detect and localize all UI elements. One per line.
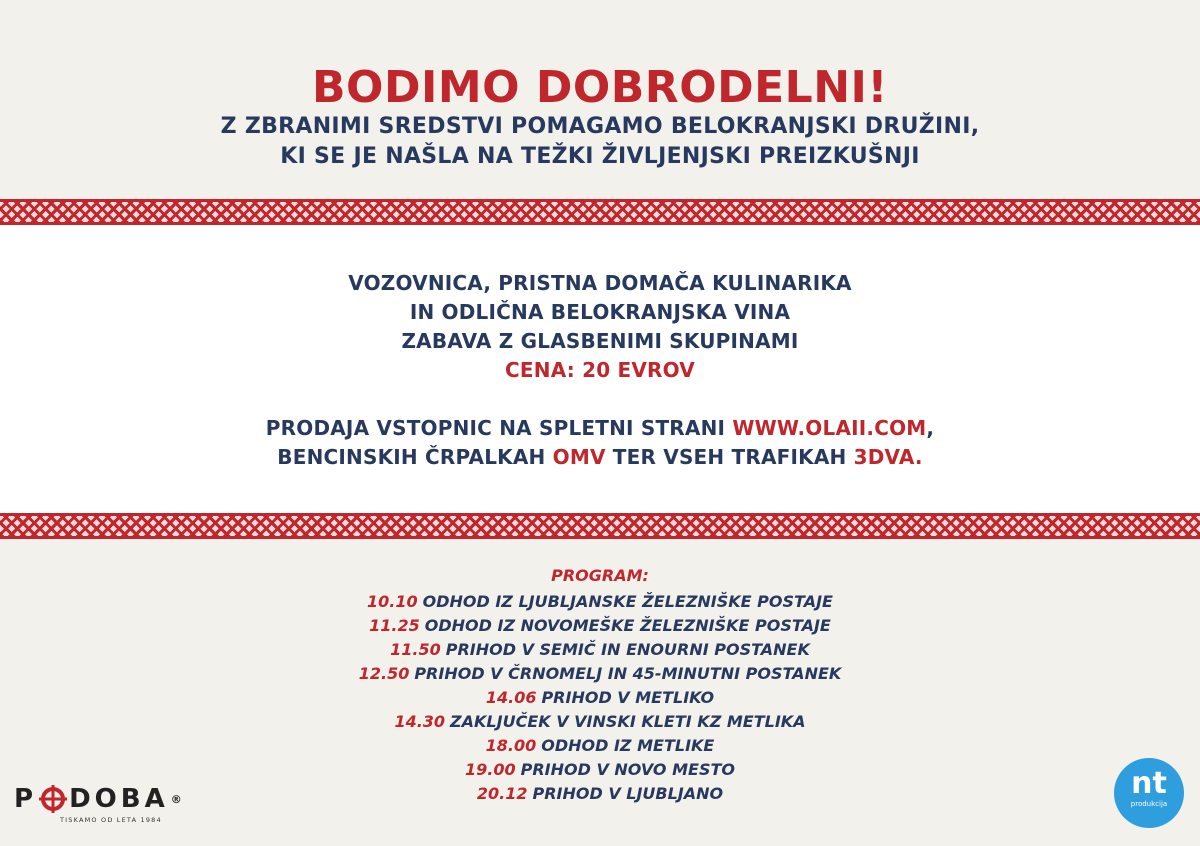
program-time: 10.10 (367, 592, 418, 611)
nt-produkcija-logo (1114, 758, 1184, 828)
nt-mark: nt (1131, 766, 1167, 801)
omv-label: OMV (552, 445, 606, 469)
podoba-letters: DOBA (69, 784, 169, 814)
podoba-wordmark (14, 784, 194, 814)
sales-line-1-prefix: PRODAJA VSTOPNIC NA SPLETNI STRANI (265, 416, 726, 440)
podoba-tagline: TISKAMO OD LETA 1984 (60, 816, 162, 824)
offer-line-2: IN ODLIČNA BELOKRANJSKA VINA (409, 300, 791, 324)
program-list (0, 590, 1200, 806)
sales-line-1 (0, 416, 1200, 440)
registered-mark: ® (170, 792, 182, 806)
program-text: PRIHOD V ČRNOMELJ IN 45-MINUTNI POSTANEK (414, 664, 842, 683)
program-item (0, 710, 1200, 734)
header-section (0, 0, 1200, 200)
program-item (0, 734, 1200, 758)
program-heading: PROGRAM: (551, 566, 649, 585)
sales-line-2-middle: TER VSEH TRAFIKAH (612, 445, 847, 469)
program-time: 20.12 (476, 784, 528, 803)
podoba-logo (14, 784, 194, 834)
program-time: 11.25 (369, 616, 420, 635)
embroidery-band-bottom (0, 513, 1200, 539)
program-text: ODHOD IZ NOVOMEŠKE ŽELEZNIŠKE POSTAJE (424, 616, 831, 635)
program-time: 11.50 (390, 640, 441, 659)
program-item (0, 758, 1200, 782)
offer-section (0, 225, 1200, 513)
program-time: 18.00 (485, 736, 537, 755)
sales-line-2 (0, 445, 1200, 469)
program-text: ODHOD IZ LJUBLJANSKE ŽELEZNIŠKE POSTAJE (422, 592, 833, 611)
program-text: ODHOD IZ METLIKE (541, 736, 715, 755)
embroidery-band-top (0, 199, 1200, 225)
kiosk-label: 3DVA. (853, 445, 923, 469)
program-text: PRIHOD V LJUBLJANO (532, 784, 724, 803)
sales-line-2-prefix: BENCINSKIH ČRPALKAH (277, 445, 546, 469)
subtitle-line-1: Z ZBRANIMI SREDSTVI POMAGAMO BELOKRANJSKI DRUŽINI, (220, 114, 980, 139)
offer-line-1: VOZOVNICA, PRISTNA DOMAČA KULINARIKA (348, 271, 852, 295)
program-item (0, 662, 1200, 686)
program-time: 19.00 (465, 760, 516, 779)
podoba-letter-p: P (14, 784, 38, 814)
program-item (0, 638, 1200, 662)
program-item (0, 590, 1200, 614)
price-label: CENA: 20 EVROV (505, 358, 695, 382)
program-text: PRIHOD V SEMIČ IN ENOURNI POSTANEK (445, 640, 810, 659)
offer-line-3: ZABAVA Z GLASBENIMI SKUPINAMI (401, 329, 799, 353)
nt-subtitle: produkcija (1130, 800, 1168, 808)
website-link[interactable]: WWW.OLAII.COM (732, 416, 927, 440)
program-item (0, 686, 1200, 710)
program-text: PRIHOD V METLIKO (541, 688, 715, 707)
sales-line-1-suffix: , (926, 416, 935, 440)
page-title: BODIMO DOBRODELNI! (312, 62, 888, 113)
program-time: 12.50 (358, 664, 410, 683)
crosshair-icon (39, 785, 67, 813)
program-item (0, 614, 1200, 638)
program-text: PRIHOD V NOVO MESTO (520, 760, 735, 779)
program-time: 14.30 (394, 712, 446, 731)
program-text: ZAKLJUČEK V VINSKI KLETI KZ METLIKA (450, 712, 806, 731)
subtitle-line-2: KI SE JE NAŠLA NA TEŽKI ŽIVLJENJSKI PREIZKUŠNJI (280, 144, 920, 169)
program-time: 14.06 (485, 688, 537, 707)
